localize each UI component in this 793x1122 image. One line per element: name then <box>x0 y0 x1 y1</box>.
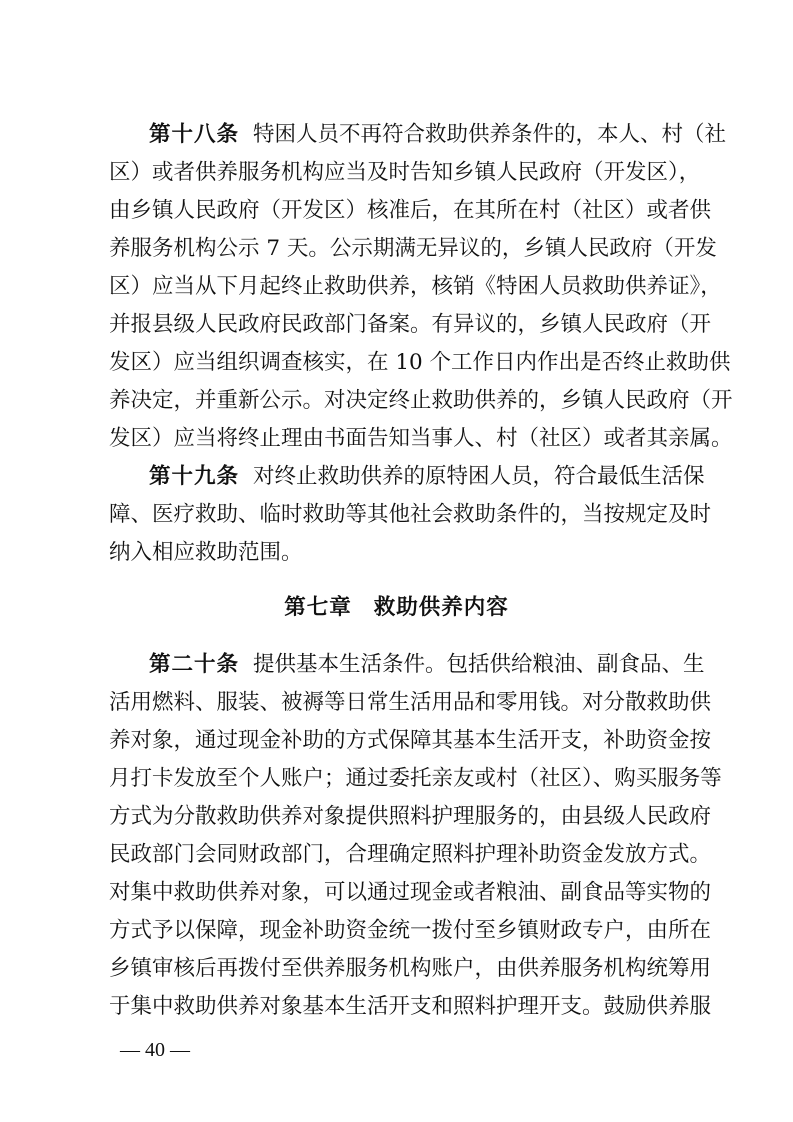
article-18-label: 第十八条 <box>149 122 240 147</box>
article-19-line-1 <box>149 457 705 497</box>
article-18-line-8: 养决定，并重新公示。对决定终止救助供养的，乡镇人民政府（开 <box>109 388 733 413</box>
article-20-line-6: 民政部门会同财政部门，合理确定照料护理补助资金发放方式。 <box>109 842 712 867</box>
article-20-line-4: 月打卡发放至个人账户；通过委托亲友或村（社区）、购买服务等 <box>109 766 722 791</box>
article-18-line-1 <box>149 115 727 155</box>
article-20-line-10: 于集中救助供养对象基本生活开支和照料护理开支。鼓励供养服 <box>109 994 712 1019</box>
article-19-line-3: 纳入相应救助范围。 <box>109 540 303 565</box>
article-20-text: 提供基本生活条件。包括供给粮油、副食品、生 <box>253 652 705 677</box>
article-20-line-9: 乡镇审核后再拨付至供养服务机构账户，由供养服务机构统筹用 <box>109 956 712 981</box>
chapter-7-title: 救助供养内容 <box>373 595 509 620</box>
page-number: — 40 — <box>120 1039 190 1061</box>
article-20-line-3: 养对象，通过现金补助的方式保障其基本生活开支，补助资金按 <box>109 728 712 753</box>
article-18-line-5: 区）应当从下月起终止救助供养，核销《特困人员救助供养证》， <box>109 274 722 299</box>
article-19-line-2: 障、医疗救助、临时救助等其他社会救助条件的，当按规定及时 <box>109 502 712 527</box>
article-18-text: 特困人员不再符合救助供养条件的，本人、村（社 <box>253 122 727 147</box>
article-20-line-7: 对集中救助供养对象，可以通过现金或者粮油、副食品等实物的 <box>109 880 712 905</box>
article-20-line-5: 方式为分散救助供养对象提供照料护理服务的，由县级人民政府 <box>109 804 712 829</box>
chapter-7-heading <box>0 588 793 628</box>
article-18-line-9: 发区）应当将终止理由书面告知当事人、村（社区）或者其亲属。 <box>109 426 733 451</box>
article-20-line-8: 方式予以保障，现金补助资金统一拨付至乡镇财政专户，由所在 <box>109 918 712 943</box>
article-20-label: 第二十条 <box>149 652 240 677</box>
article-18-line-7: 发区）应当组织调查核实，在 10 个工作日内作出是否终止救助供 <box>109 350 731 375</box>
chapter-7-number: 第七章 <box>284 595 352 620</box>
article-18-line-3: 由乡镇人民政府（开发区）核准后，在其所在村（社区）或者供 <box>109 198 712 223</box>
article-18-line-4: 养服务机构公示 7 天。公示期满无异议的，乡镇人民政府（开发 <box>109 236 717 261</box>
article-20-line-2: 活用燃料、服装、被褥等日常生活用品和零用钱。对分散救助供 <box>109 690 712 715</box>
article-20-line-1 <box>149 645 705 685</box>
article-18-line-2: 区）或者供养服务机构应当及时告知乡镇人民政府（开发区）， <box>109 160 701 185</box>
article-19-label: 第十九条 <box>149 464 240 489</box>
article-19-text: 对终止救助供养的原特困人员，符合最低生活保 <box>253 464 705 489</box>
article-18-line-6: 并报县级人民政府民政部门备案。有异议的，乡镇人民政府（开 <box>109 312 712 337</box>
